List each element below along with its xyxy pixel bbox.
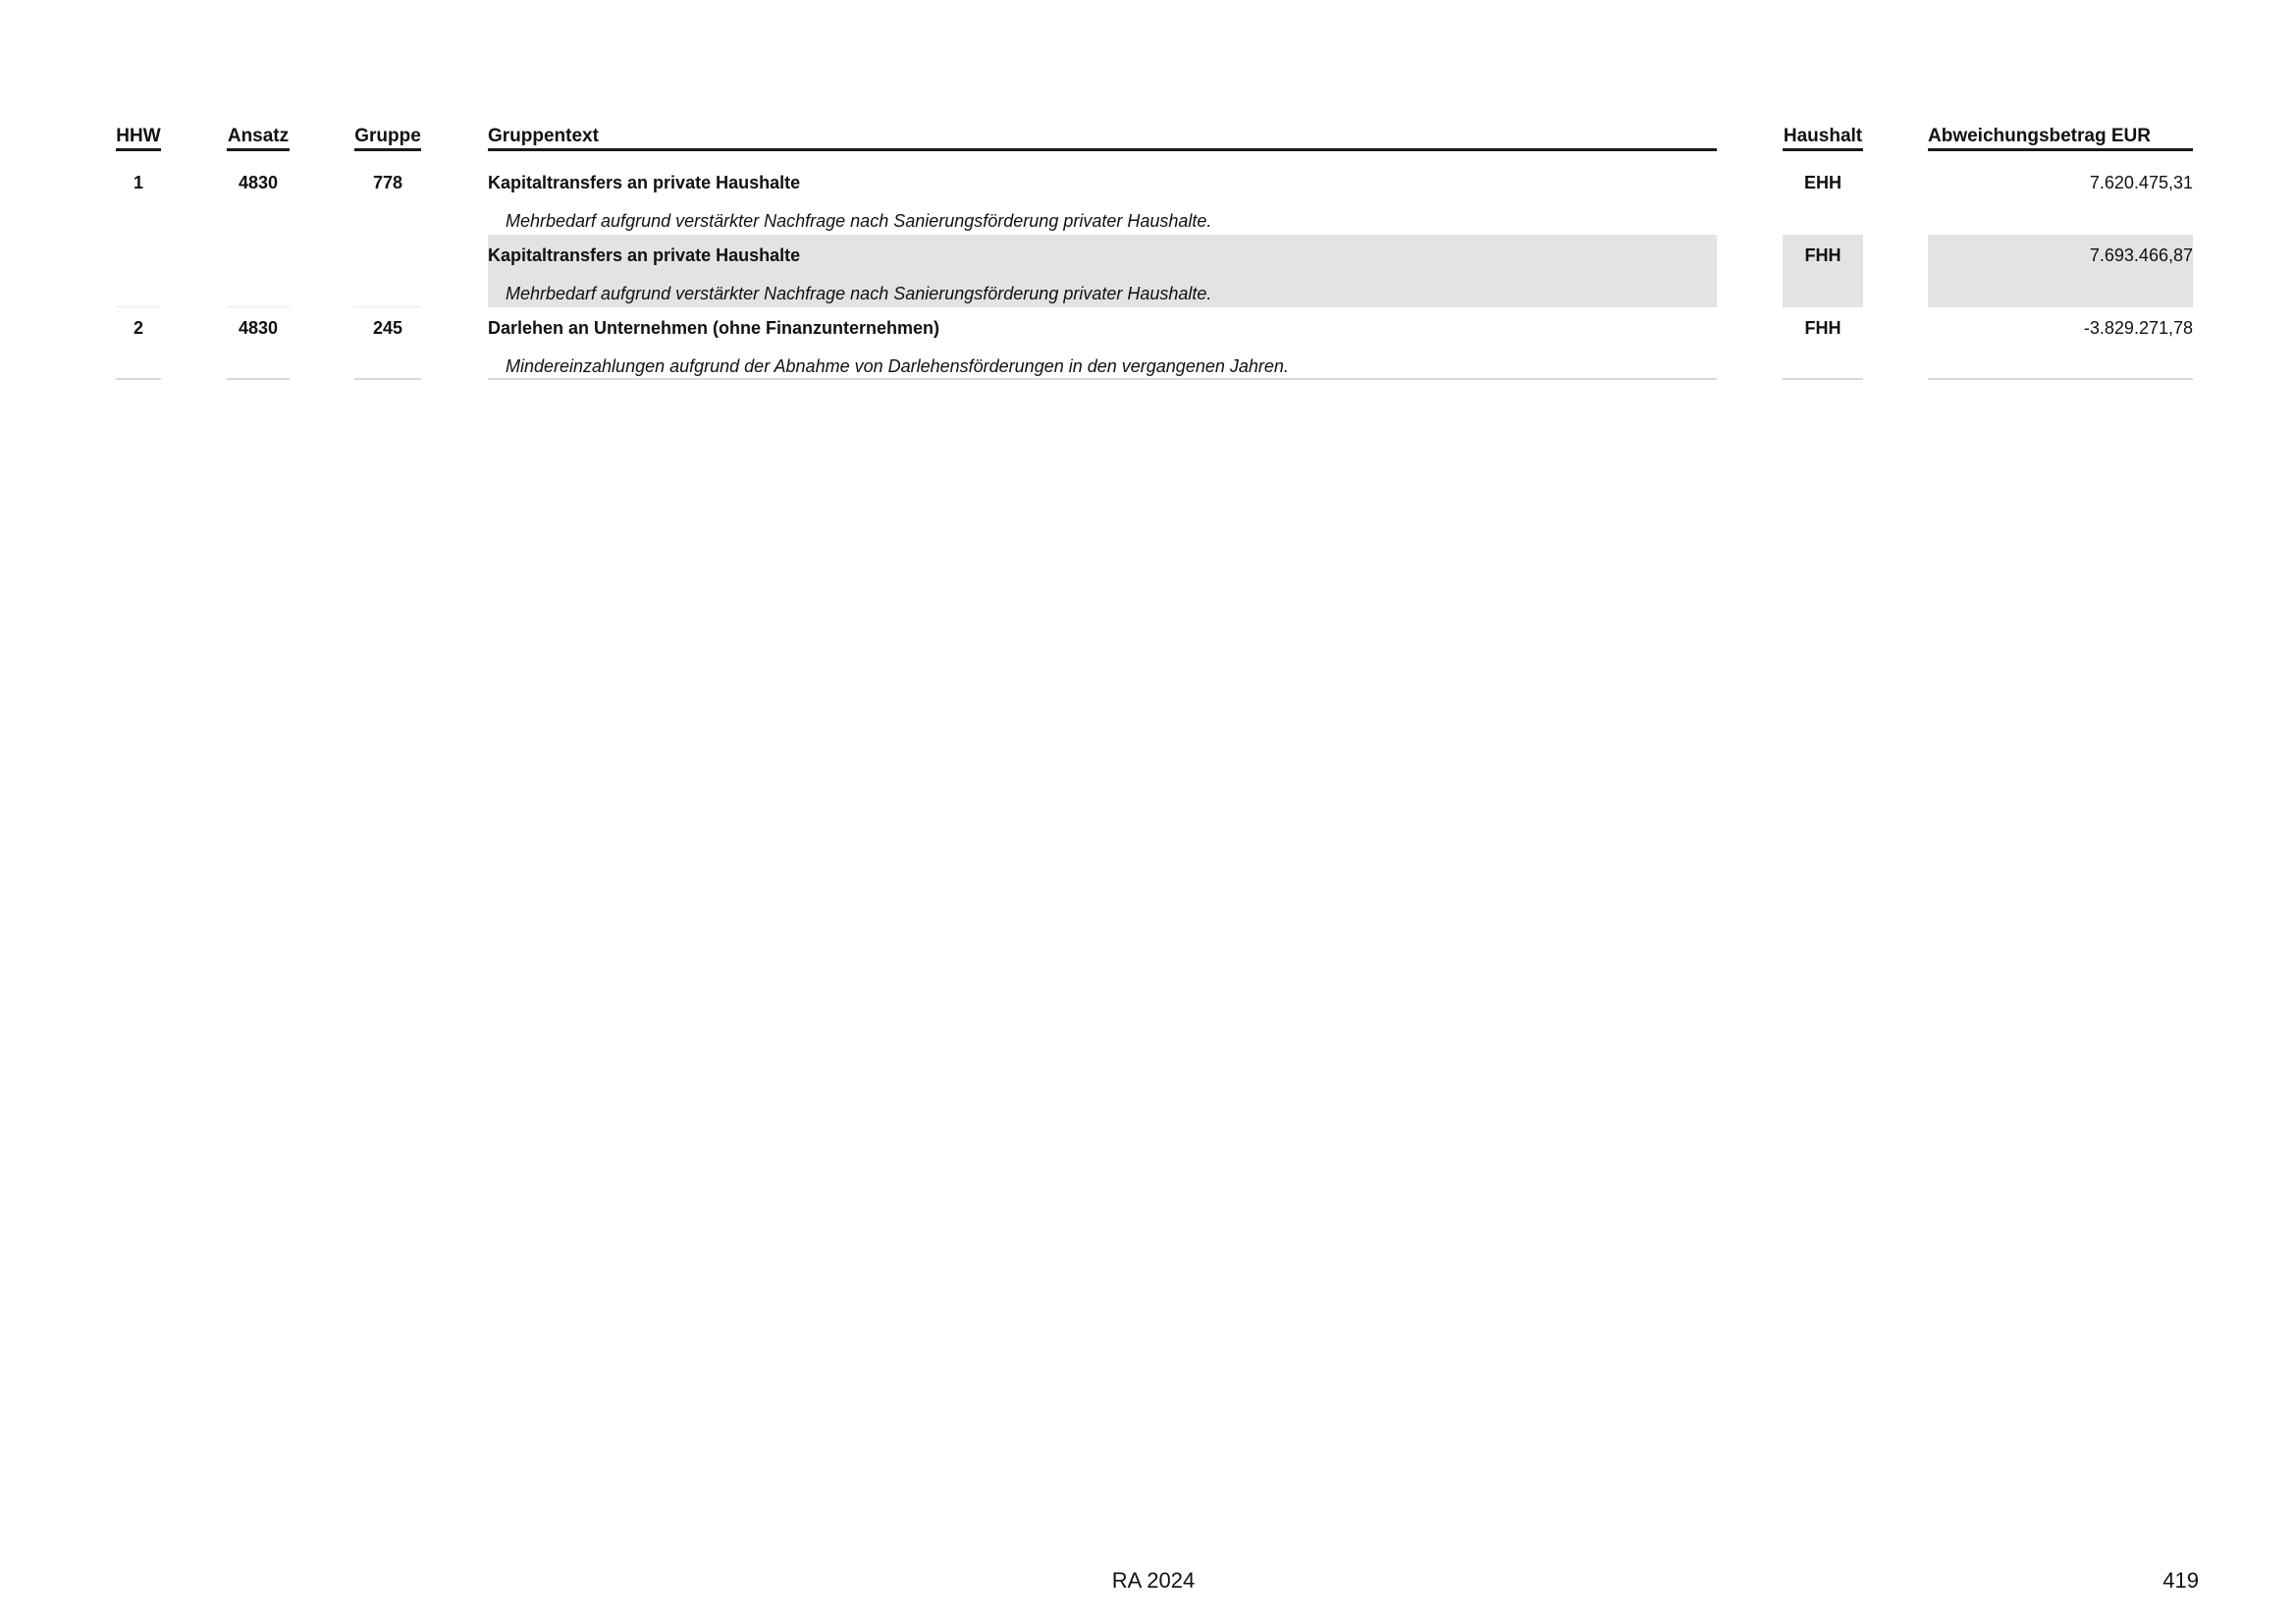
group-title: Darlehen an Unternehmen (ohne Finanzunternehmen) (488, 318, 940, 338)
header-ansatz: Ansatz (227, 125, 290, 151)
group-title: Kapitaltransfers an private Haushalte (488, 245, 801, 265)
cell-amount: 7.620.475,31 (2089, 173, 2193, 192)
header-gruppentext: Gruppentext (488, 125, 1717, 151)
cell-ansatz: 4830 (227, 307, 290, 380)
group-note: Mehrbedarf aufgrund verstärkter Nachfrage nach Sanierungsförderung privater Haushalte. (506, 211, 1212, 231)
table-row (0, 162, 2296, 235)
cell-gruppe: 245 (354, 307, 421, 380)
header-hhw: HHW (116, 125, 161, 151)
cell-gruppentext (488, 235, 1717, 307)
header-haushalt: Haushalt (1783, 125, 1863, 151)
cell-gruppentext (488, 162, 1717, 235)
cell-haushalt: FHH (1783, 307, 1863, 380)
header-abweichungsbetrag: Abweichungsbetrag EUR (1928, 125, 2193, 151)
cell-gruppe (354, 235, 421, 307)
cell-ansatz: 4830 (238, 173, 279, 192)
group-note: Mehrbedarf aufgrund verstärkter Nachfrage nach Sanierungsförderung privater Haushalte. (506, 284, 1212, 303)
table-row (0, 307, 2296, 380)
cell-amount: -3.829.271,78 (1928, 307, 2193, 380)
cell-ansatz (227, 235, 290, 307)
cell-haushalt: FHH (1783, 235, 1863, 307)
footer-report-label: RA 2024 (1111, 1568, 1196, 1593)
cell-hhw: 1 (133, 173, 143, 192)
cell-gruppentext (488, 307, 1717, 380)
cell-gruppe: 778 (372, 173, 403, 192)
table-row (0, 235, 2296, 307)
group-title: Kapitaltransfers an private Haushalte (488, 173, 801, 192)
group-note: Mindereinzahlungen aufgrund der Abnahme von Darlehensförderungen in den vergangenen Jahren. (506, 356, 1289, 376)
cell-haushalt: EHH (1803, 173, 1842, 192)
cell-hhw (116, 235, 161, 307)
cell-hhw: 2 (116, 307, 161, 380)
header-gruppe: Gruppe (354, 125, 421, 151)
page-number: 419 (2163, 1568, 2199, 1593)
cell-amount: 7.693.466,87 (1928, 235, 2193, 307)
